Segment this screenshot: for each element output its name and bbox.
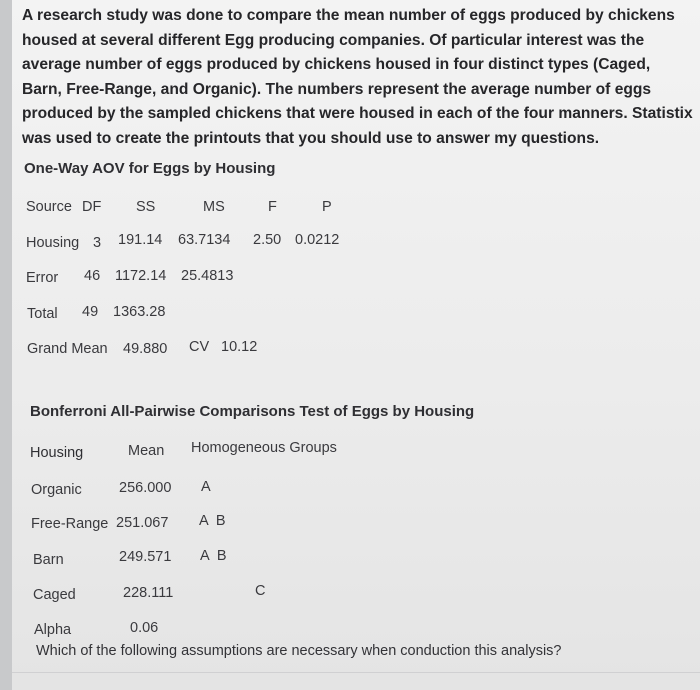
aov-header-f: F [268,199,277,215]
aov-row-error-ms: 25.4813 [181,268,234,284]
aov-row-total-df: 49 [82,304,99,320]
aov-row-housing-df: 3 [93,235,102,251]
alpha-value: 0.06 [130,620,159,636]
bonferroni-header-groups: Homogeneous Groups [191,440,337,456]
bonferroni-row-freerange-mean: 251.067 [116,515,169,531]
bonferroni-row-barn-housing: Barn [33,552,64,568]
aov-row-error-ss: 1172.14 [115,268,167,284]
aov-header-p: P [322,199,332,215]
bonferroni-header-housing: Housing [30,445,84,461]
bonferroni-header-mean: Mean [128,443,165,459]
grand-mean-label: Grand Mean [27,341,108,357]
problem-intro: A research study was done to compare the mean number of eggs produced by chickens housed at several different Egg producing companies. Of particular interest was the average number of eggs produced by chickens housed in four distinct types (Caged, Barn, Free-Range, and Organic). The numbers represent the average number of eggs produced by the sampled chickens that were housed in each of the four manners. Statistix was used to create the printouts that you should use to answer my questions. [22,7,693,147]
bonferroni-row-caged-mean: 228.111 [123,585,174,601]
bonferroni-row-freerange-housing: Free-Range [31,516,109,532]
left-border [0,0,12,690]
aov-header-ss: SS [136,199,156,215]
question-text: Which of the following assumptions are necessary when conduction this analysis? [36,643,562,659]
aov-row-total-ss: 1363.28 [113,304,166,320]
aov-row-housing-p: 0.0212 [295,232,340,248]
aov-row-housing-f: 2.50 [253,232,282,248]
bonferroni-row-organic-groups: A [201,479,211,495]
grand-mean-value: 49.880 [123,341,168,357]
aov-title: One-Way AOV for Eggs by Housing [24,160,276,177]
aov-row-housing-source: Housing [26,235,80,251]
bonferroni-row-organic-mean: 256.000 [119,480,172,496]
aov-row-housing-ms: 63.7134 [178,232,231,248]
aov-row-housing-ss: 191.14 [118,232,163,248]
cv-value: 10.12 [221,339,258,355]
aov-row-error-source: Error [26,270,59,286]
bonferroni-title: Bonferroni All-Pairwise Comparisons Test of Eggs by Housing [30,403,475,420]
bonferroni-row-caged-groups: C [255,583,266,599]
aov-header-source: Source [26,199,72,215]
bonferroni-row-barn-groups: A B [200,548,227,564]
aov-row-total-source: Total [27,306,58,322]
cv-label: CV [189,339,210,355]
bonferroni-row-freerange-groups: A B [199,513,226,529]
aov-header-df: DF [82,199,102,215]
bonferroni-row-organic-housing: Organic [31,482,82,498]
divider [12,672,700,673]
bonferroni-row-caged-housing: Caged [33,587,76,603]
aov-row-error-df: 46 [84,268,101,284]
alpha-label: Alpha [34,622,72,638]
bonferroni-row-barn-mean: 249.571 [119,549,172,565]
aov-header-ms: MS [203,199,225,215]
